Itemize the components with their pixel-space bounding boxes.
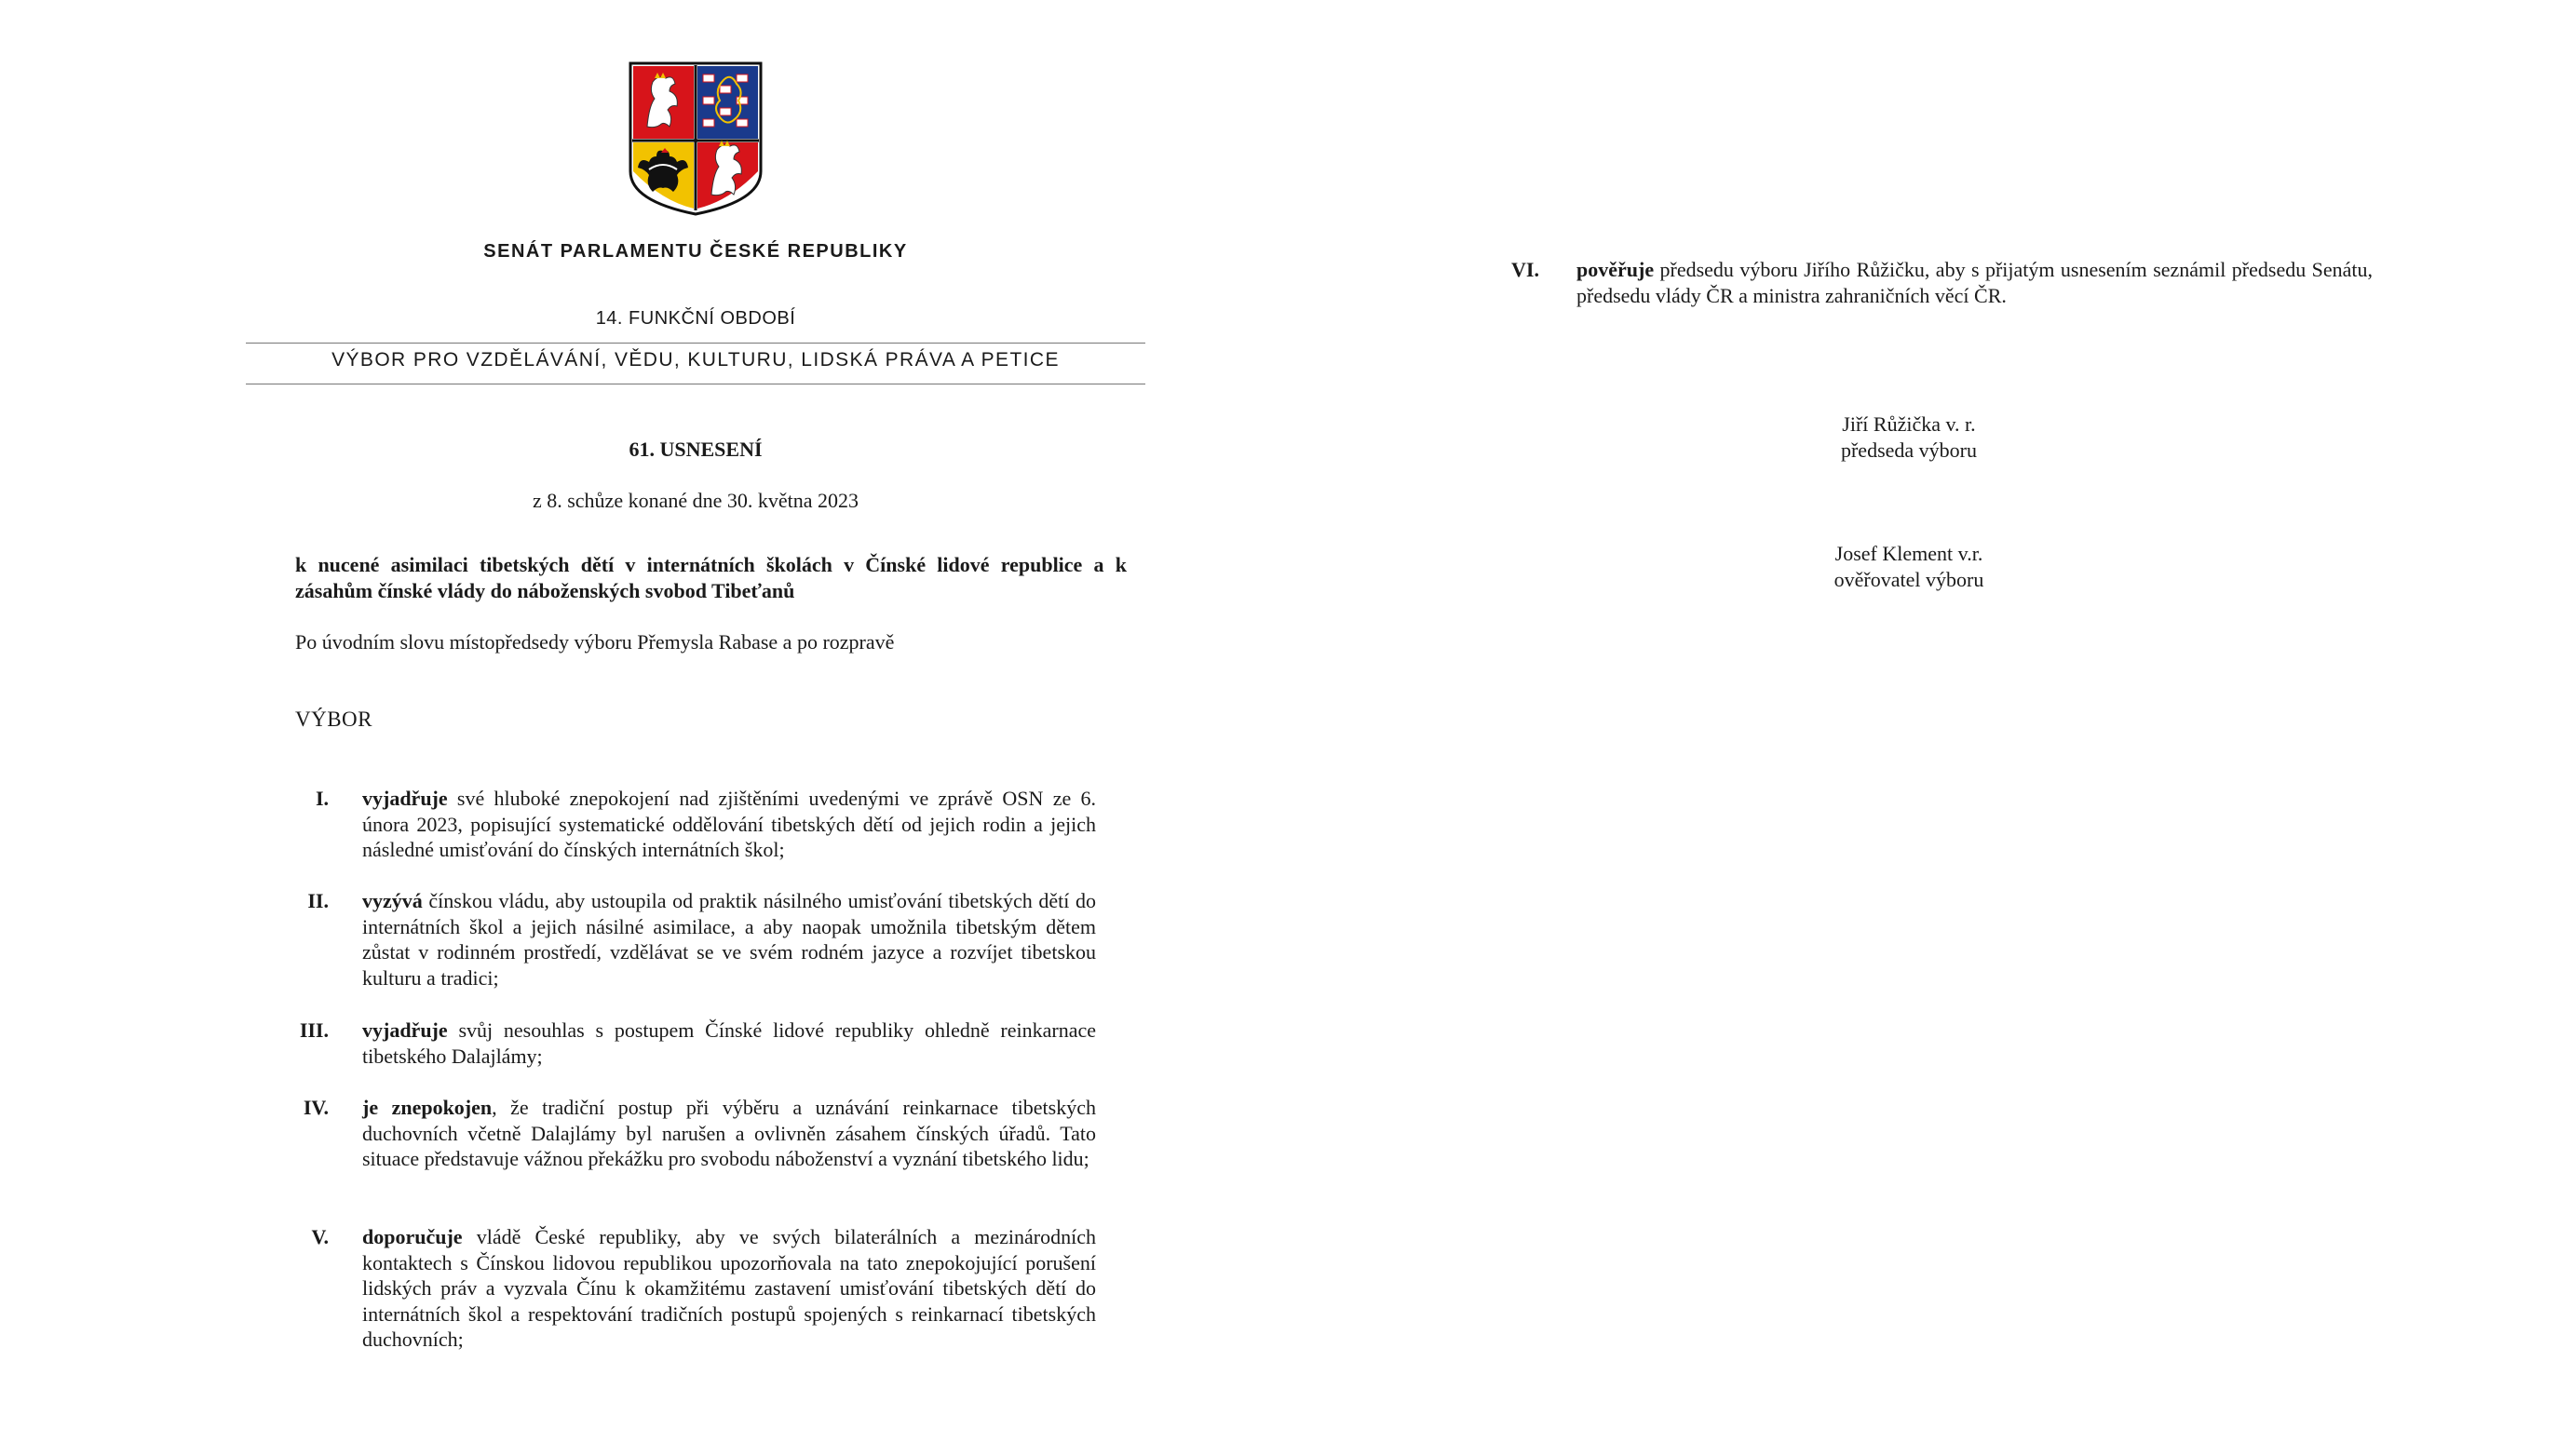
right-page (1278, 0, 2557, 1456)
item-lead: pověřuje (1576, 258, 1655, 281)
resolution-title: 61. USNESENÍ (629, 438, 763, 461)
item-body: vládě České republiky, aby ve svých bilaterálních a mezinárodních kontaktech s Čínskou lidovou republikou upozorňovala na tato znepokojující porušení lidských práv a vyzvala Čínu k okamžitému zastavení umisťování tibetských dětí do internátních škol a respektování tradičních postupů spojených s reinkarnací tibetských duchovních; (362, 1225, 1096, 1351)
item-body: předsedu výboru Jiřího Růžičku, aby s přijatým usnesením seznámil předsedu Senátu, předsedu vlády ČR a ministra zahraničních věcí ČR. (1576, 258, 2373, 307)
signature-role: ověřovatel výboru (1833, 568, 1984, 591)
item-number: I. (315, 787, 329, 810)
item-text (362, 888, 1096, 991)
signature-name: Josef Klement v.r. (1834, 542, 1983, 565)
item-body: , že tradiční postup při výběru a uznávání reinkarnace tibetských duchovních včetně Dalajlámy byl narušen a ovlivněn zásahem čínských úřadů. Tato situace představuje vážnou překážku pro svobodu náboženství a vyznání tibetského lidu; (362, 1096, 1096, 1170)
signature-name: Jiří Růžička v. r. (1842, 412, 1976, 436)
left-page (0, 0, 1278, 1456)
item-lead: vyzývá (362, 889, 423, 912)
committee-name: VÝBOR PRO VZDĚLÁVÁNÍ, VĚDU, KULTURU, LIDSKÁ PRÁVA A PETICE (331, 349, 1060, 371)
item-text (362, 786, 1096, 863)
body-label: VÝBOR (295, 708, 373, 731)
divider-top (246, 343, 1145, 344)
item-number: IV. (303, 1096, 329, 1119)
czech-coat-of-arms-icon (627, 60, 764, 218)
item-lead: vyjadřuje (362, 787, 448, 810)
intro-text: Po úvodním slovu místopředsedy výboru Přemysla Rabase a po rozpravě (295, 630, 895, 654)
resolution-subject: k nucené asimilaci tibetských dětí v internátních školách v Čínské lidové republice a k zásahům čínské vlády do náboženských svobod Tibeťanů (295, 553, 1127, 602)
item-number: III. (299, 1018, 329, 1042)
item-text (362, 1095, 1096, 1172)
item-text (362, 1224, 1096, 1353)
item-body: své hluboké znepokojení nad zjištěními uvedenými ve zprávě OSN ze 6. února 2023, popisující systematické oddělování tibetských dětí od jejich rodin a jejich následné umisťování do čínských internátních škol; (362, 787, 1096, 861)
item-body: čínskou vládu, aby ustoupila od praktik násilného umisťování tibetských dětí do internátních škol a jejich násilné asimilace, a aby naopak umožnila tibetským dětem zůstat v rodinném prostředí, vzdělávat se ve svém rodném jazyce a rozvíjet tibetskou kulturu a tradici; (362, 889, 1096, 990)
signature-block-chair (1723, 411, 2095, 464)
item-lead: je znepokojen (362, 1096, 493, 1119)
item-body: svůj nesouhlas s postupem Čínské lidové republiky ohledně reinkarnace tibetského Dalajlámy; (362, 1018, 1096, 1068)
item-text (1576, 257, 2373, 309)
senate-name: SENÁT PARLAMENTU ČESKÉ REPUBLIKY (483, 241, 908, 262)
signature-role: předseda výboru (1840, 438, 1977, 462)
signature-block-verifier (1723, 541, 2095, 593)
item-lead: vyjadřuje (362, 1018, 448, 1042)
item-number: II. (307, 889, 329, 912)
meeting-info: z 8. schůze konané dne 30. května 2023 (532, 489, 859, 512)
item-number: VI. (1511, 258, 1539, 281)
item-lead: doporučuje (362, 1225, 463, 1248)
term-label: 14. FUNKČNÍ OBDOBÍ (595, 308, 796, 329)
item-text (362, 1018, 1096, 1069)
item-number: V. (311, 1225, 329, 1248)
